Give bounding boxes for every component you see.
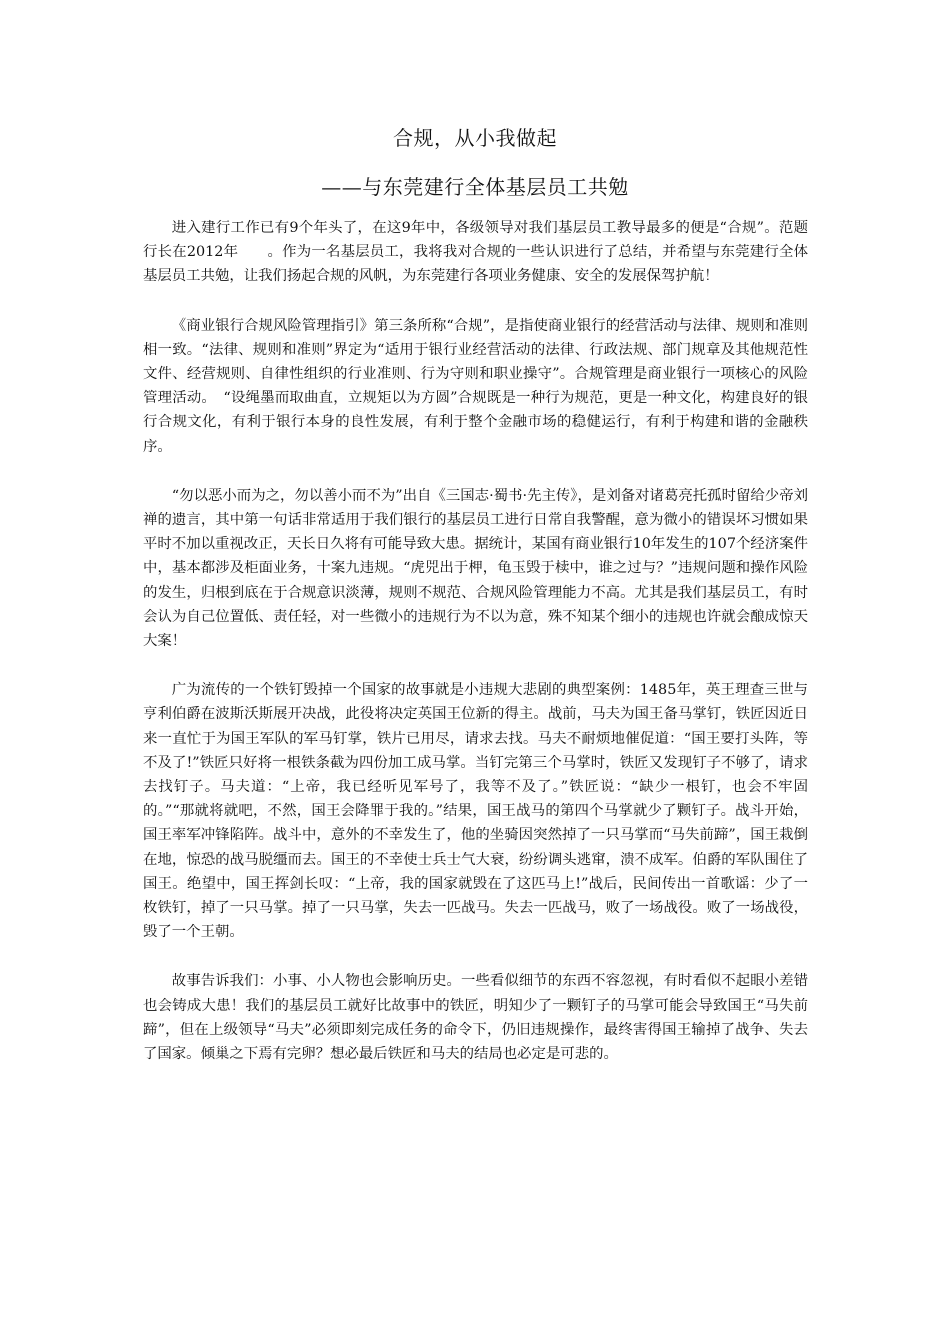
paragraph-compliance-definition: 《商业银行合规风险管理指引》第三条所称“合规”，是指使商业银行的经营活动与法律、规则和准则相一致。“法律、规则和准则”界定为“适用于银行业经营活动的法律、行政法规、部门规章及其他规范性文件、经营规则、自律性组织的行业准则、行为守则和职业操守”。合规管理是商业银行一项核心的风险管理活动。 “设绳墨而取曲直，立规矩以为方圆”合规既是一种行为规范，更是一种文化，构建良好的银行合规文化，有利于银行本身的良性发展，有利于整个金融市场的稳健运行，有利于构建和谐的金融秩序。 [143, 317, 808, 455]
document-body [143, 216, 808, 1091]
paragraph-intro: 进入建行工作已有9个年头了，在这9年中，各级领导对我们基层员工教导最多的便是“合规”。范题行长在2012年 。作为一名基层员工，我将我对合规的一些认识进行了总结，并希望与东莞建行全体基层员工共勉，让我们扬起合规的风帆，为东莞建行各项业务健康、安全的发展保驾护航！ [143, 220, 808, 285]
document-title: 合规，从小我做起 [393, 126, 557, 150]
document-subtitle: ——与东莞建行全体基层员工共勉 [321, 175, 629, 199]
paragraph-small-evil: “勿以恶小而为之，勿以善小而不为”出自《三国志·蜀书·先主传》，是刘备对诸葛亮托孤时留给少帝刘禅的遗言，其中第一句话非常适用于我们银行的基层员工进行日常自我警醒，意为微小的错误坏习惯如果平时不加以重视改正，天长日久将有可能导致大患。据统计，某国有商业银行10年发生的107个经济案件中，基本都涉及柜面业务，十案九违规。“虎兕出于柙，龟玉毁于椟中，谁之过与？”违规问题和操作风险的发生，归根到底在于合规意识淡薄，规则不规范、合规风险管理能力不高。尤其是我们基层员工，有时会认为自己位置低、责任轻，对一些微小的违规行为不以为意，殊不知某个细小的违规也许就会酿成惊天大案！ [143, 487, 808, 650]
paragraph-conclusion: 故事告诉我们：小事、小人物也会影响历史。一些看似细节的东西不容忽视，有时看似不起眼小差错也会铸成大患！我们的基层员工就好比故事中的铁匠，明知少了一颗钉子的马掌可能会导致国王“马失前蹄”，但在上级领导“马夫”必须即刻完成任务的命令下，仍旧违规操作，最终害得国王输掉了战争、失去了国家。倾巢之下焉有完卵？想必最后铁匠和马夫的结局也必定是可悲的。 [143, 973, 808, 1063]
paragraph-horseshoe-story: 广为流传的一个铁钉毁掉一个国家的故事就是小违规大悲剧的典型案例：1485年，英王理查三世与亨利伯爵在波斯沃斯展开决战，此役将决定英国王位新的得主。战前，马夫为国王备马掌钉，铁匠因近日来一直忙于为国王军队的军马钉掌，铁片已用尽，请求去找。马夫不耐烦地催促道：“国王要打头阵，等不及了!”铁匠只好将一根铁条截为四份加工成马掌。当钉完第三个马掌时，铁匠又发现钉子不够了，请求去找钉子。马夫道：“上帝，我已经听见军号了，我等不及了。”铁匠说：“缺少一根钉，也会不牢固的。”“那就将就吧，不然，国王会降罪于我的。”结果，国王战马的第四个马掌就少了颗钉子。战斗开始，国王率军冲锋陷阵。战斗中，意外的不幸发生了，他的坐骑因突然掉了一只马掌而“马失前蹄”，国王栽倒在地，惊恐的战马脱缰而去。国王的不幸使士兵士气大衰，纷纷调头逃窜，溃不成军。伯爵的军队围住了国王。绝望中，国王挥剑长叹：“上帝，我的国家就毁在了这匹马上!”战后，民间传出一首歌谣：少了一枚铁钉，掉了一只马掌。掉了一只马掌，失去一匹战马。失去一匹战马，败了一场战役。败了一场战役，毁了一个王朝。 [143, 682, 808, 941]
